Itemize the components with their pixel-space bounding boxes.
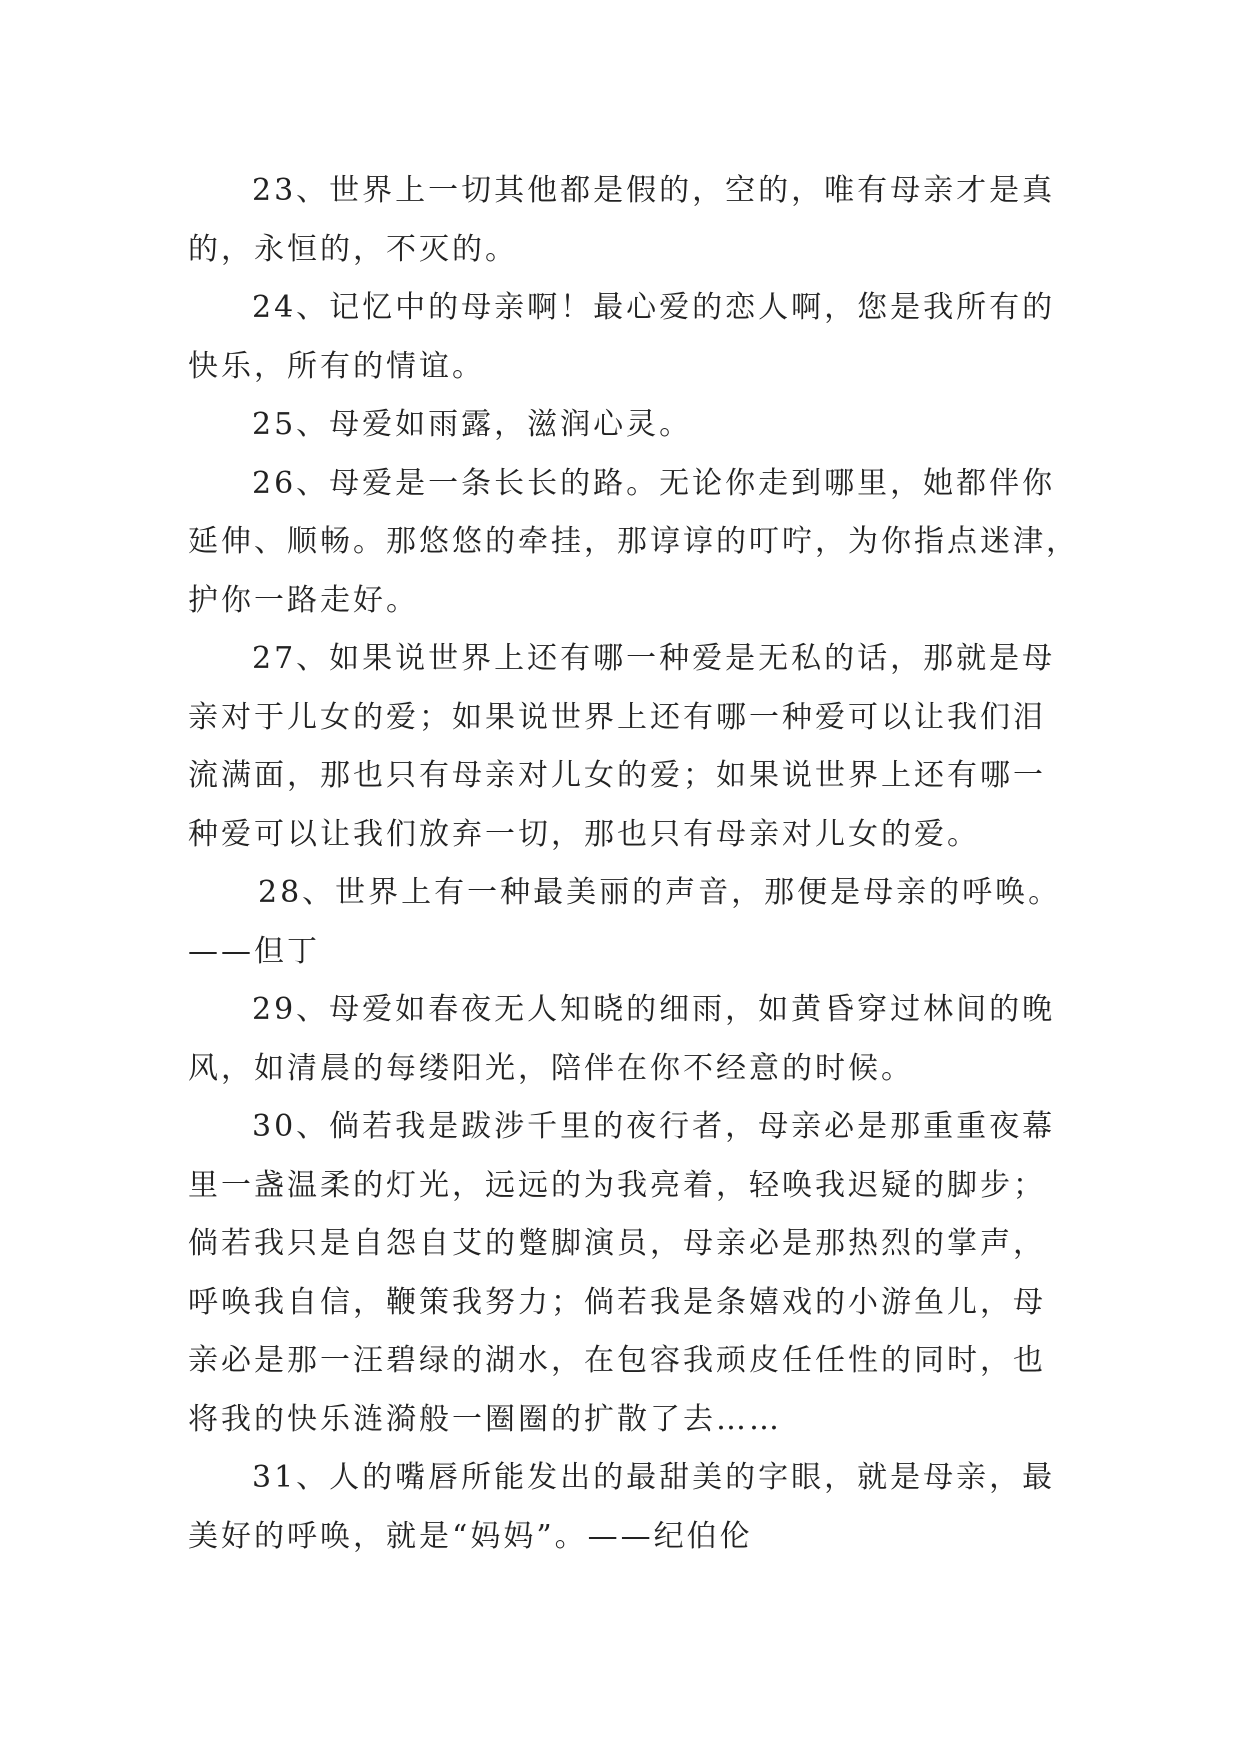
paragraph-line: 26、母爱是一条长长的路。无论你走到哪里，她都伴你	[252, 465, 1056, 501]
paragraph-line: ——但丁	[188, 933, 320, 969]
paragraph-line: 里一盏温柔的灯光，远远的为我亮着，轻唤我迟疑的脚步；	[188, 1167, 1046, 1203]
paragraph-line: 种爱可以让我们放弃一切，那也只有母亲对儿女的爱。	[188, 816, 980, 852]
paragraph-line: 亲必是那一汪碧绿的湖水，在包容我顽皮任任性的同时，也	[188, 1343, 1046, 1378]
paragraph-line: 延伸、顺畅。那悠悠的牵挂，那谆谆的叮咛，为你指点迷津，	[188, 524, 1079, 559]
paragraph-line: 流满面，那也只有母亲对儿女的爱；如果说世界上还有哪一	[188, 758, 1046, 793]
paragraph-line: 25、母爱如雨露，滋润心灵。	[252, 407, 693, 442]
paragraph-line: 27、如果说世界上还有哪一种爱是无私的话，那就是母	[252, 641, 1056, 676]
paragraph-24	[188, 279, 1056, 396]
paragraph-29	[188, 981, 1056, 1098]
paragraph-23	[188, 162, 1056, 279]
paragraph-line: 倘若我只是自怨自艾的蹩脚演员，母亲必是那热烈的掌声，	[188, 1226, 1046, 1261]
paragraph-line: 风，如清晨的每缕阳光，陪伴在你不经意的时候。	[188, 1050, 914, 1086]
paragraph-30	[188, 1098, 1056, 1449]
paragraph-26	[188, 455, 1079, 631]
paragraph-25	[188, 396, 1048, 455]
paragraph-line: 30、倘若我是跋涉千里的夜行者，母亲必是那重重夜幕	[252, 1109, 1056, 1144]
paragraph-line: 亲对于儿女的爱；如果说世界上还有哪一种爱可以让我们泪	[188, 699, 1046, 735]
paragraph-line: 将我的快乐涟漪般一圈圈的扩散了去……	[188, 1401, 782, 1437]
paragraph-line: 29、母爱如春夜无人知晓的细雨，如黄昏穿过林间的晚	[252, 992, 1056, 1027]
paragraph-line: 美好的呼唤，就是“妈妈”。——纪伯伦	[188, 1518, 753, 1554]
paragraph-28	[188, 864, 1062, 981]
document-body	[188, 162, 1079, 1566]
paragraph-27	[188, 630, 1056, 864]
paragraph-line: 的，永恒的，不灭的。	[188, 231, 518, 267]
paragraph-line: 28、世界上有一种最美丽的声音，那便是母亲的呼唤。	[258, 875, 1062, 910]
paragraph-line: 护你一路走好。	[188, 582, 419, 618]
paragraph-31	[188, 1449, 1056, 1566]
paragraph-line: 24、记忆中的母亲啊！最心爱的恋人啊，您是我所有的	[252, 290, 1056, 325]
paragraph-line: 23、世界上一切其他都是假的，空的，唯有母亲才是真	[252, 173, 1056, 208]
paragraph-line: 快乐，所有的情谊。	[188, 348, 485, 384]
paragraph-line: 31、人的嘴唇所能发出的最甜美的字眼，就是母亲，最	[252, 1460, 1056, 1495]
paragraph-line: 呼唤我自信，鞭策我努力；倘若我是条嬉戏的小游鱼儿，母	[188, 1284, 1046, 1320]
